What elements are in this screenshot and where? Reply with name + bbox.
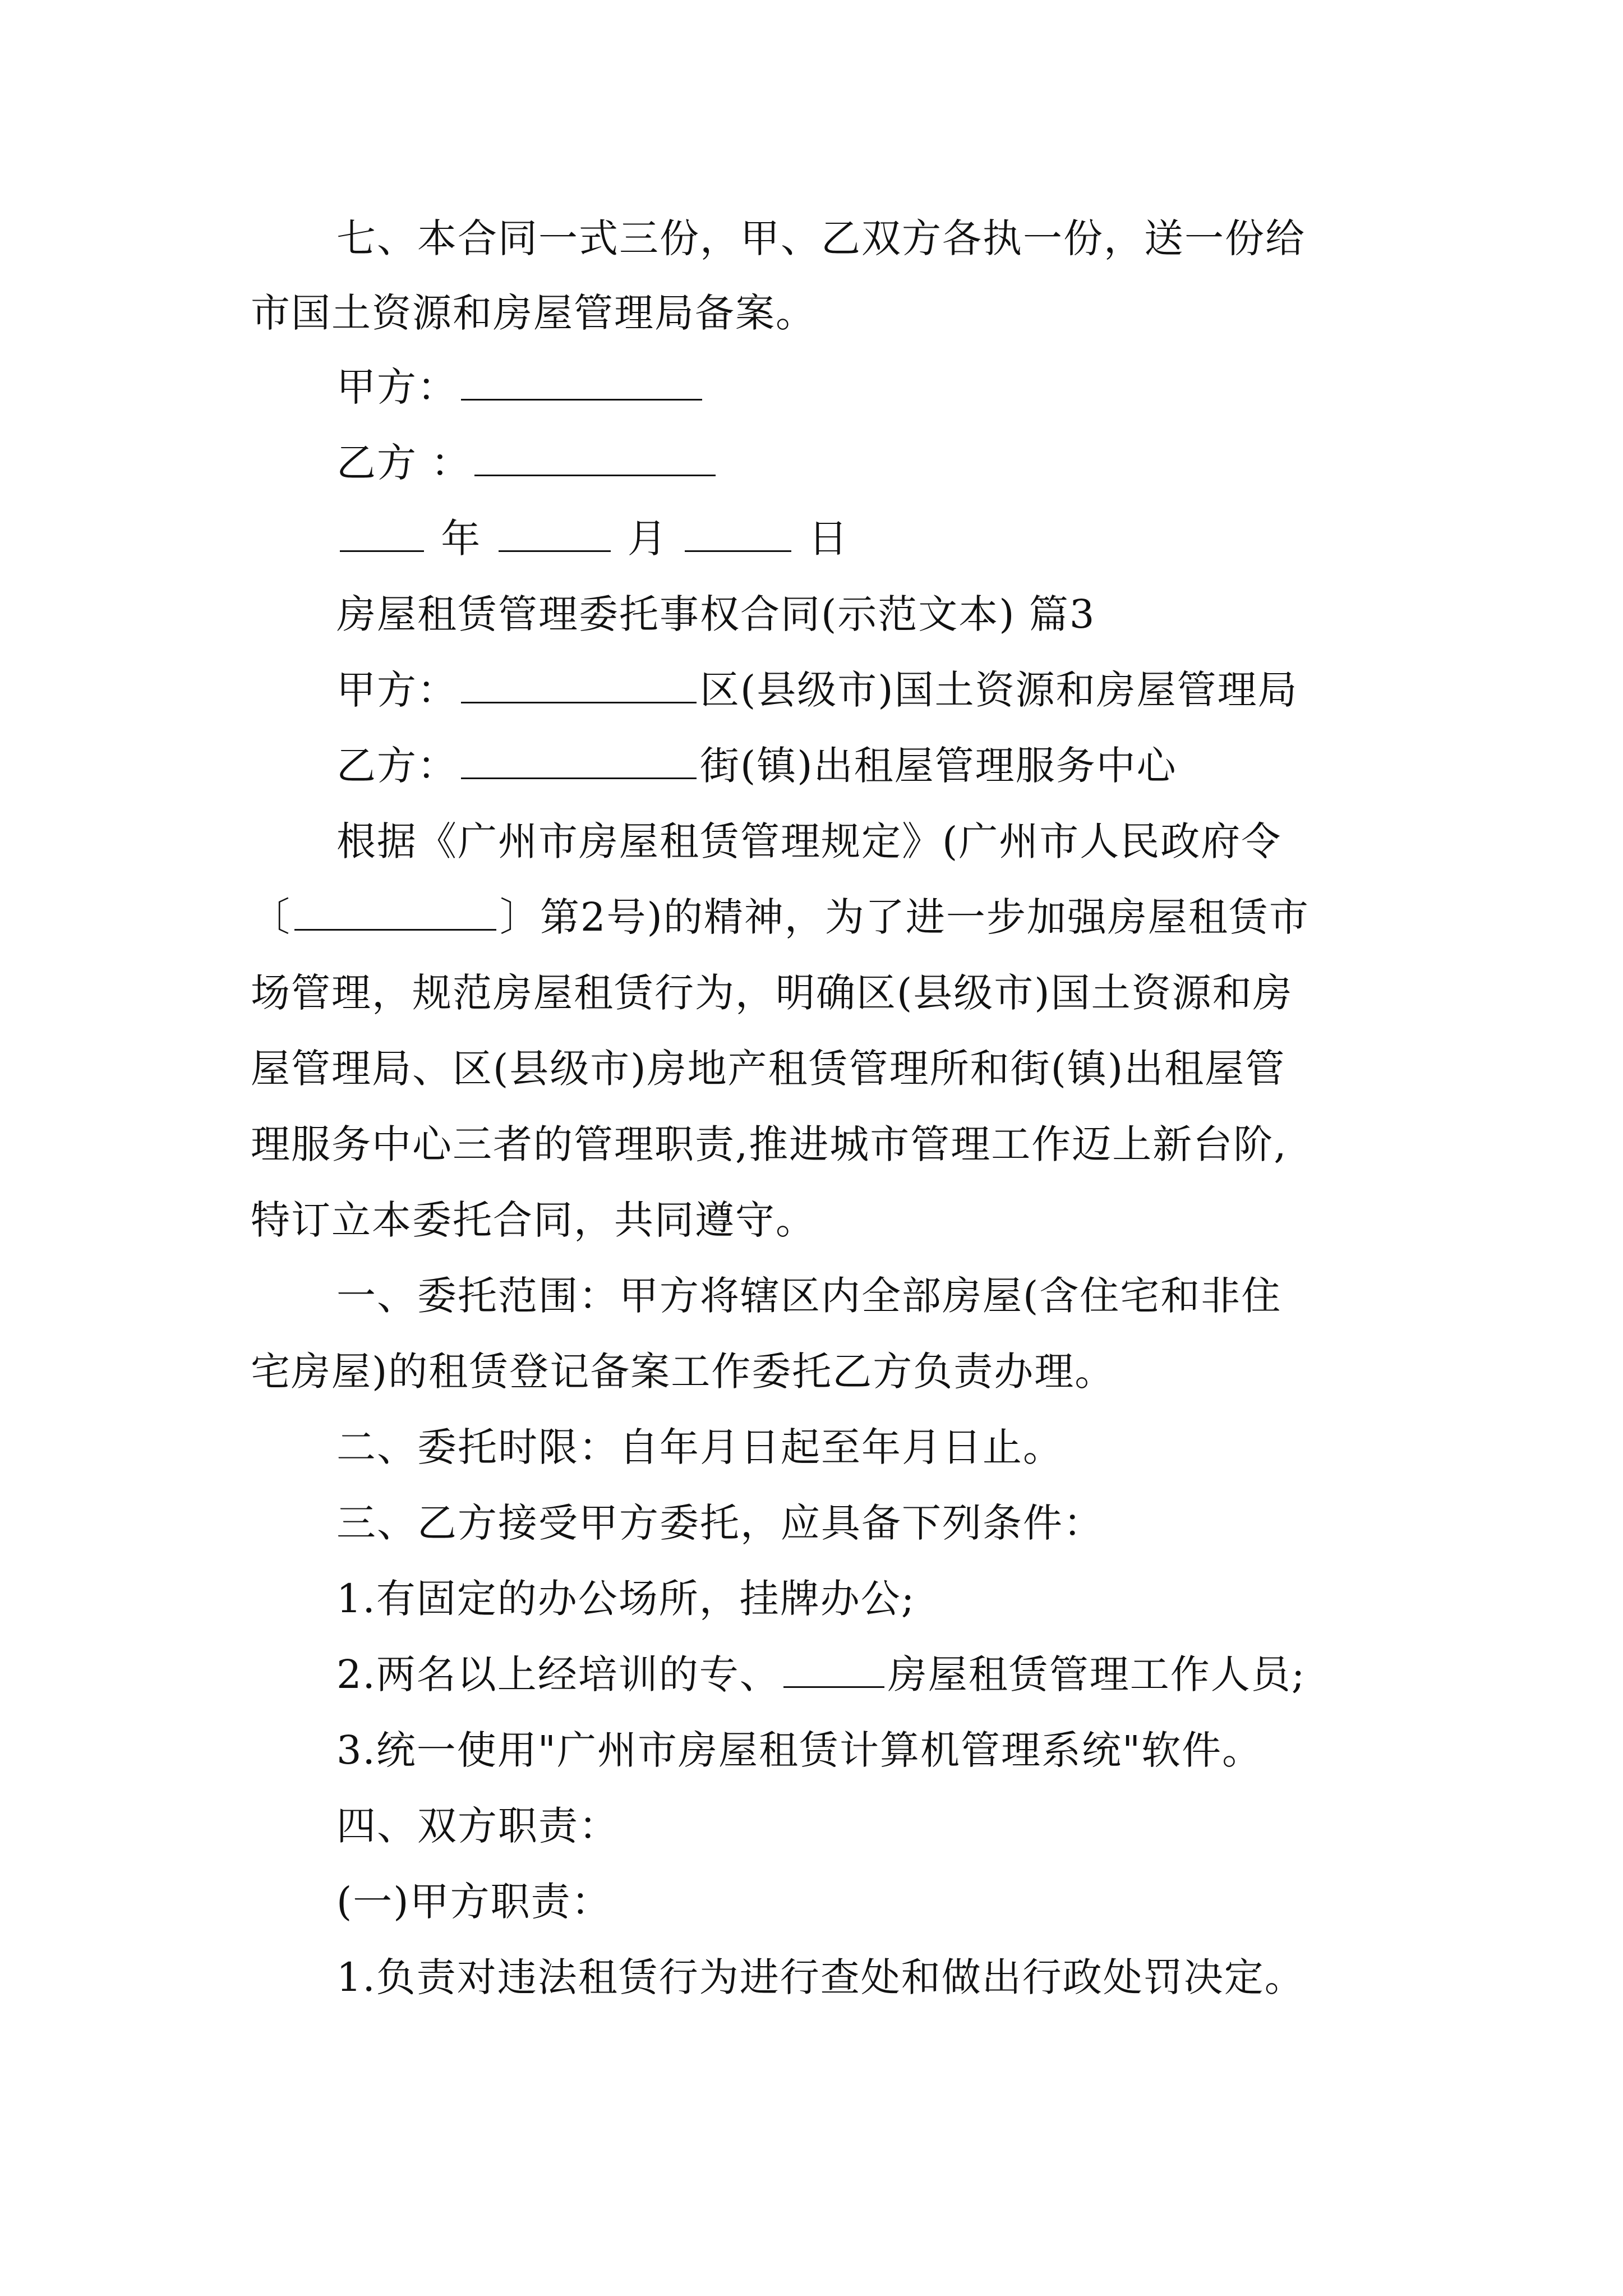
intro-line3: 场管理，规范房屋租赁行为，明确区(县级市)国土资源和房 [251,970,1293,1016]
clause7-line2: 市国土资源和房屋管理局备案。 [251,290,816,336]
signature-party-a-label: 甲方： [336,364,458,410]
party-b-blank [461,745,697,779]
date-month-blank [499,518,611,552]
party-a-line [336,662,1298,718]
section-title: 房屋租赁管理委托事权合同(示范文本) 篇3 [336,591,1096,637]
signature-party-b-label: 乙方 ： [336,440,472,486]
duty-a-1: 1.负责对违法租赁行为进行查处和做出行政处罚决定。 [336,1954,1305,2000]
intro-line4: 屋管理局、区(县级市)房地产租赁管理所和街(镇)出租屋管 [251,1046,1286,1092]
party-a-label: 甲方： [336,667,458,713]
term-clause: 二、委托时限：自年月日起至年月日止。 [336,1424,1063,1470]
condition-2 [336,1646,1306,1703]
scope-line1: 一、委托范围：甲方将辖区内全部房屋(含住宅和非住 [336,1273,1282,1319]
signature-party-a [336,359,706,415]
scope-line2: 宅房屋)的租赁登记备案工作委托乙方负责办理。 [251,1349,1115,1395]
date-year-label: 年 [441,516,482,562]
condition-2-text-pre: 2.两名以上经培训的专、 [336,1651,780,1697]
order-year-blank [294,896,496,931]
signature-date [336,510,849,567]
intro-bracket-open: 〔 [251,894,291,940]
duties-title: 四、双方职责： [336,1803,619,1849]
condition-2-text-post: 房屋租赁管理工作人员; [887,1651,1306,1697]
party-b-suffix: 街(镇)出租屋管理服务中心 [700,743,1177,789]
date-day-blank [685,518,791,552]
signature-party-a-blank [461,366,702,401]
date-day-label: 日 [808,516,849,562]
intro-line2-text: 〕第2号)的精神，为了进一步加强房屋租赁市 [500,894,1310,940]
party-a-blank [461,669,697,703]
signature-party-b-blank [474,442,716,476]
condition-1: 1.有固定的办公场所，挂牌办公; [336,1576,916,1622]
date-year-blank [340,518,424,552]
party-b-label: 乙方： [336,743,458,789]
party-a-suffix: 区(县级市)国土资源和房屋管理局 [700,667,1298,713]
duties-party-a-title: (一)甲方职责： [336,1879,612,1925]
condition-2-blank [783,1654,884,1688]
intro-line1: 根据《广州市房屋租赁管理规定》(广州市人民政府令 [336,818,1282,864]
condition-3: 3.统一使用"广州市房屋租赁计算机管理系统"软件。 [336,1727,1263,1773]
party-b-line [336,738,1177,794]
intro-line6: 特订立本委托合同，共同遵守。 [251,1197,816,1243]
conditions-title: 三、乙方接受甲方委托，应具备下列条件： [336,1500,1104,1546]
date-month-label: 月 [627,516,668,562]
clause7-line1: 七、本合同一式三份，甲、乙双方各执一份，送一份给 [336,215,1306,261]
intro-line2 [251,889,1310,945]
intro-line5: 理服务中心三者的管理职责,推进城市管理工作迈上新台阶, [251,1121,1288,1167]
signature-party-b [336,435,719,491]
